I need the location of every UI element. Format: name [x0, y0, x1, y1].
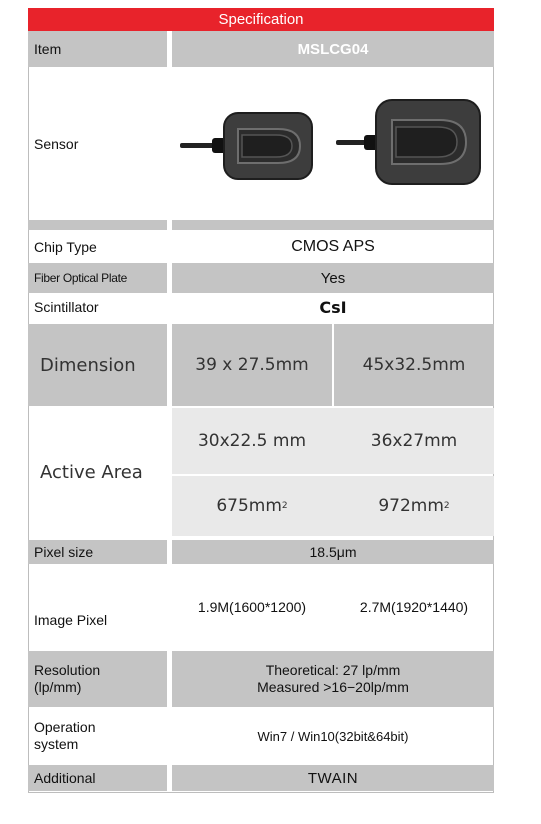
sensor-row — [28, 69, 494, 219]
item-row — [28, 31, 494, 67]
area-small-sup: 2 — [281, 501, 288, 511]
imagepixel-large: 2.7M(1920*1440) — [359, 599, 469, 615]
additional-label: Additional — [28, 765, 167, 791]
chip-label: Chip Type — [34, 239, 97, 255]
dimension-small: 39 x 27.5mm — [172, 324, 332, 406]
scint-value: CsI — [319, 297, 347, 317]
fop-value: Yes — [172, 263, 494, 293]
chip-row — [28, 232, 494, 262]
area-small-value: 675mm — [216, 496, 282, 516]
separator — [28, 220, 494, 230]
resolution-value — [172, 651, 494, 707]
item-label: Item — [28, 31, 167, 67]
scint-row — [28, 294, 494, 320]
separator-right — [172, 220, 494, 230]
pixel-label: Pixel size — [28, 540, 167, 564]
active-area-label: Active Area — [40, 461, 143, 483]
resolution-theoretical: Theoretical: 27 lp/mm — [265, 662, 401, 678]
imagepixel-small: 1.9M(1600*1200) — [197, 599, 307, 615]
imagepixel-label: Image Pixel — [34, 612, 108, 628]
chip-value: CMOS APS — [291, 238, 375, 255]
additional-row — [28, 765, 494, 791]
pixel-value: 18.5μm — [172, 540, 494, 564]
resolution-label-line1: Resolution — [34, 662, 101, 678]
sensor-label: Sensor — [34, 136, 79, 152]
sensor-small-image — [180, 99, 320, 189]
scint-label: Scintillator — [34, 299, 99, 315]
resolution-label — [28, 651, 167, 707]
os-label-line2: system — [34, 736, 79, 752]
active-area-bottom — [172, 476, 494, 536]
resolution-label-line2: (lp/mm) — [34, 679, 82, 695]
resolution-measured: Measured >16−20lp/mm — [257, 679, 409, 695]
dimension-row — [28, 324, 494, 406]
area-large-value: 972mm — [378, 496, 444, 516]
item-model: MSLCG04 — [172, 31, 494, 67]
os-label — [28, 711, 167, 761]
sensor-large-image — [336, 94, 486, 194]
active-area-small-mm2 — [172, 476, 332, 536]
os-value: Win7 / Win10(32bit&64bit) — [257, 728, 409, 744]
fop-row — [28, 263, 494, 293]
spec-title: Specification — [218, 11, 304, 28]
spec-header — [28, 8, 494, 31]
active-area-row — [28, 408, 494, 536]
dimension-large: 45x32.5mm — [334, 324, 494, 406]
active-area-small: 30x22.5 mm — [197, 431, 307, 451]
os-label-line1: Operation — [34, 719, 96, 735]
dimension-label: Dimension — [28, 324, 167, 406]
os-row — [28, 711, 494, 761]
pixel-row — [28, 540, 494, 564]
area-large-sup: 2 — [443, 501, 450, 511]
sensor-images — [172, 69, 494, 219]
active-area-top — [172, 408, 494, 474]
fop-label: Fiber Optical Plate — [28, 263, 167, 293]
resolution-row — [28, 651, 494, 707]
imagepixel-row — [28, 566, 494, 648]
additional-value: TWAIN — [172, 765, 494, 791]
active-area-large: 36x27mm — [370, 431, 458, 451]
separator-left — [28, 220, 167, 230]
active-area-large-mm2 — [334, 476, 494, 536]
